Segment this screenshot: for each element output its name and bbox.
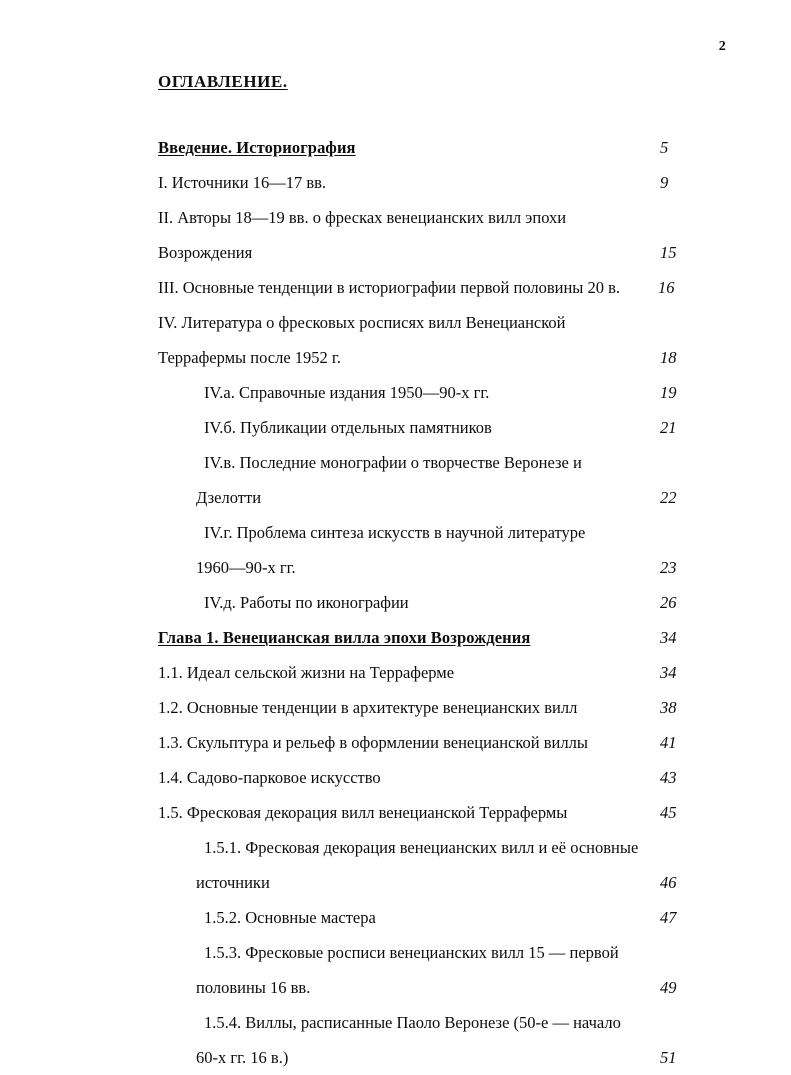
toc-entry-label: 1.4. Садово-парковое искусство — [158, 768, 381, 787]
toc-entry-label: Введение. Историография — [158, 138, 356, 157]
toc-entry-label: 1.1. Идеал сельской жизни на Терраферме — [158, 663, 455, 682]
toc-entry-page-number: 45 — [660, 803, 677, 822]
toc-entry-page-number: 19 — [660, 383, 677, 402]
toc-entry-label: IV. Литература о фресковых росписях вилл Венецианской — [158, 313, 566, 332]
toc-entry-page-number: 22 — [660, 488, 677, 507]
toc-entry-page-number: 15 — [660, 243, 677, 262]
toc-entry-page-number: 34 — [660, 628, 677, 647]
toc-entry[interactable] — [158, 305, 733, 340]
toc-entry[interactable] — [158, 830, 733, 865]
toc-entry[interactable] — [158, 340, 733, 375]
toc-entry[interactable] — [158, 130, 733, 165]
toc-entry-label: Дзелотти — [196, 488, 262, 507]
toc-entry-label: Возрождения — [158, 243, 253, 262]
toc-entry[interactable] — [158, 410, 733, 445]
toc-entry-label: II. Авторы 18—19 вв. о фресках венецианских вилл эпохи — [158, 208, 567, 227]
toc-entry[interactable] — [158, 585, 733, 620]
toc-entry-page-number: 21 — [660, 418, 677, 437]
toc-entry-label: 1.5.1. Фресковая декорация венецианских вилл и её основные — [204, 838, 639, 857]
toc-entry-page-number: 5 — [660, 138, 669, 157]
table-of-contents — [158, 130, 733, 1075]
toc-entry[interactable] — [158, 445, 733, 480]
toc-entry-page-number: 18 — [660, 348, 677, 367]
toc-entry-page-number: 43 — [660, 768, 677, 787]
toc-entry[interactable] — [158, 1040, 733, 1075]
toc-entry-page-number: 23 — [660, 558, 677, 577]
toc-entry-label: I. Источники 16—17 вв. — [158, 173, 327, 192]
toc-entry-label: IV.в. Последние монографии о творчестве Веронезе и — [204, 453, 582, 472]
toc-entry-page-number: 34 — [660, 663, 677, 682]
toc-entry[interactable] — [158, 165, 733, 200]
toc-entry-label: IV.г. Проблема синтеза искусств в научной литературе — [204, 523, 586, 542]
toc-entry-page-number: 49 — [660, 978, 677, 997]
toc-entry[interactable] — [158, 655, 733, 690]
toc-entry[interactable] — [158, 935, 733, 970]
toc-entry[interactable] — [158, 970, 733, 1005]
toc-entry-page-number: 38 — [660, 698, 677, 717]
toc-entry-label: 1.5.3. Фресковые росписи венецианских вилл 15 — первой — [204, 943, 619, 962]
page-title: ОГЛАВЛЕНИЕ. — [158, 72, 288, 91]
toc-entry-label: IV.д. Работы по иконографии — [204, 593, 409, 612]
toc-entry-page-number: 47 — [660, 908, 677, 927]
toc-entry[interactable] — [158, 480, 733, 515]
toc-entry-label: половины 16 вв. — [196, 978, 311, 997]
toc-entry[interactable] — [158, 1005, 733, 1040]
toc-entry-label: 1.5.4. Виллы, расписанные Паоло Веронезе (50-е — начало — [204, 1013, 621, 1032]
toc-entry[interactable] — [158, 900, 733, 935]
page-folio-number: 2 — [718, 39, 726, 54]
toc-entry-label: 1.3. Скульптура и рельеф в оформлении венецианской виллы — [158, 733, 588, 752]
toc-entry-label: источники — [196, 873, 270, 892]
toc-entry[interactable] — [158, 270, 733, 305]
toc-entry[interactable] — [158, 235, 733, 270]
toc-entry[interactable] — [158, 865, 733, 900]
toc-entry-label: 1960—90-х гг. — [196, 558, 296, 577]
toc-entry[interactable] — [158, 620, 733, 655]
toc-entry[interactable] — [158, 375, 733, 410]
toc-entry[interactable] — [158, 515, 733, 550]
toc-entry-label: 1.5.2. Основные мастера — [204, 908, 376, 927]
toc-entry[interactable] — [158, 795, 733, 830]
toc-entry-label: III. Основные тенденции в историографии первой половины 20 в. — [158, 278, 621, 297]
toc-entry-page-number: 26 — [660, 593, 677, 612]
toc-entry-label: 60-х гг. 16 в.) — [196, 1048, 289, 1067]
toc-entry[interactable] — [158, 690, 733, 725]
toc-entry-label: 1.5. Фресковая декорация вилл венецианской Террафермы — [158, 803, 568, 822]
toc-entry-page-number: 41 — [660, 733, 677, 752]
toc-entry[interactable] — [158, 200, 733, 235]
toc-entry-label: 1.2. Основные тенденции в архитектуре венецианских вилл — [158, 698, 578, 717]
toc-entry-label: IV.б. Публикации отдельных памятников — [204, 418, 492, 437]
toc-entry-label: IV.а. Справочные издания 1950—90-х гг. — [204, 383, 490, 402]
toc-entry-page-number: 51 — [660, 1048, 677, 1067]
toc-entry-label: Глава 1. Венецианская вилла эпохи Возрождения — [158, 628, 531, 647]
toc-entry-page-number: 46 — [660, 873, 677, 892]
toc-entry[interactable] — [158, 760, 733, 795]
toc-entry[interactable] — [158, 550, 733, 585]
toc-entry[interactable] — [158, 725, 733, 760]
toc-entry-page-number: 9 — [660, 173, 669, 192]
toc-entry-label: Террафермы после 1952 г. — [158, 348, 341, 367]
toc-entry-page-number: 16 — [658, 278, 675, 297]
